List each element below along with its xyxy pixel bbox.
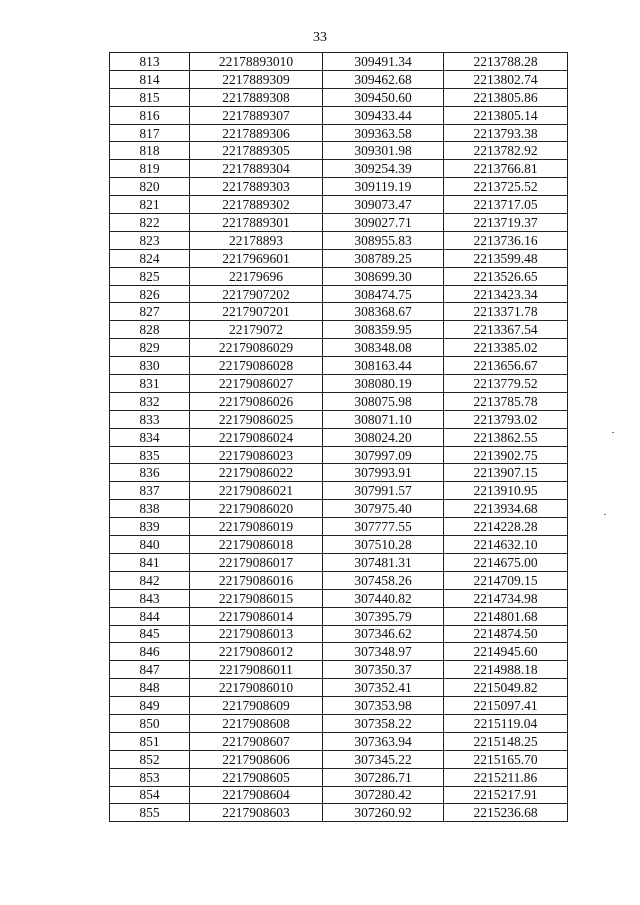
x-coordinate-cell: 308474.75 — [323, 285, 444, 303]
x-coordinate-cell: 308071.10 — [323, 410, 444, 428]
y-coordinate-cell: 2215148.25 — [444, 732, 568, 750]
table-row — [110, 518, 568, 536]
table-row — [110, 607, 568, 625]
table-row — [110, 249, 568, 267]
y-coordinate-cell: 2213793.38 — [444, 124, 568, 142]
point-code-cell: 22179086016 — [190, 571, 323, 589]
point-code-cell: 22179086024 — [190, 428, 323, 446]
point-number-cell: 820 — [110, 178, 190, 196]
table-row — [110, 804, 568, 822]
point-number-cell: 844 — [110, 607, 190, 625]
x-coordinate-cell: 307358.22 — [323, 714, 444, 732]
table-row — [110, 768, 568, 786]
point-code-cell: 2217889305 — [190, 142, 323, 160]
y-coordinate-cell: 2213385.02 — [444, 339, 568, 357]
y-coordinate-cell: 2213862.55 — [444, 428, 568, 446]
x-coordinate-cell: 307991.57 — [323, 482, 444, 500]
point-number-cell: 833 — [110, 410, 190, 428]
x-coordinate-cell: 307510.28 — [323, 536, 444, 554]
point-number-cell: 852 — [110, 750, 190, 768]
table-row — [110, 553, 568, 571]
point-number-cell: 815 — [110, 88, 190, 106]
table-row — [110, 464, 568, 482]
y-coordinate-cell: 2213934.68 — [444, 500, 568, 518]
point-code-cell: 2217889307 — [190, 106, 323, 124]
point-number-cell: 845 — [110, 625, 190, 643]
x-coordinate-cell: 308080.19 — [323, 375, 444, 393]
scan-speck — [612, 432, 614, 433]
x-coordinate-cell: 309433.44 — [323, 106, 444, 124]
point-number-cell: 839 — [110, 518, 190, 536]
table-row — [110, 339, 568, 357]
x-coordinate-cell: 307353.98 — [323, 697, 444, 715]
table-row — [110, 482, 568, 500]
table-row — [110, 196, 568, 214]
point-number-cell: 825 — [110, 267, 190, 285]
x-coordinate-cell: 307458.26 — [323, 571, 444, 589]
x-coordinate-cell: 307350.37 — [323, 661, 444, 679]
point-code-cell: 2217908603 — [190, 804, 323, 822]
scan-speck — [604, 514, 606, 515]
table-row — [110, 446, 568, 464]
y-coordinate-cell: 2213793.02 — [444, 410, 568, 428]
point-code-cell: 2217889306 — [190, 124, 323, 142]
y-coordinate-cell: 2214945.60 — [444, 643, 568, 661]
table-row — [110, 178, 568, 196]
x-coordinate-cell: 307993.91 — [323, 464, 444, 482]
y-coordinate-cell: 2213725.52 — [444, 178, 568, 196]
point-number-cell: 822 — [110, 214, 190, 232]
point-number-cell: 836 — [110, 464, 190, 482]
point-number-cell: 851 — [110, 732, 190, 750]
x-coordinate-cell: 307777.55 — [323, 518, 444, 536]
point-code-cell: 2217889308 — [190, 88, 323, 106]
x-coordinate-cell: 307395.79 — [323, 607, 444, 625]
x-coordinate-cell: 307346.62 — [323, 625, 444, 643]
point-number-cell: 840 — [110, 536, 190, 554]
point-code-cell: 2217908608 — [190, 714, 323, 732]
y-coordinate-cell: 2215211.86 — [444, 768, 568, 786]
y-coordinate-cell: 2215097.41 — [444, 697, 568, 715]
table-row — [110, 786, 568, 804]
x-coordinate-cell: 309491.34 — [323, 53, 444, 71]
x-coordinate-cell: 308955.83 — [323, 231, 444, 249]
point-code-cell: 22179086015 — [190, 589, 323, 607]
point-code-cell: 22179086027 — [190, 375, 323, 393]
point-code-cell: 2217889304 — [190, 160, 323, 178]
point-number-cell: 813 — [110, 53, 190, 71]
point-number-cell: 847 — [110, 661, 190, 679]
table-body — [110, 53, 568, 822]
x-coordinate-cell: 309450.60 — [323, 88, 444, 106]
y-coordinate-cell: 2213371.78 — [444, 303, 568, 321]
x-coordinate-cell: 308348.08 — [323, 339, 444, 357]
table-row — [110, 571, 568, 589]
table-row — [110, 375, 568, 393]
point-code-cell: 22179086019 — [190, 518, 323, 536]
table-row — [110, 267, 568, 285]
table-row — [110, 428, 568, 446]
point-code-cell: 22179086026 — [190, 392, 323, 410]
table-row — [110, 53, 568, 71]
table-row — [110, 357, 568, 375]
point-number-cell: 818 — [110, 142, 190, 160]
point-code-cell: 22179086017 — [190, 553, 323, 571]
x-coordinate-cell: 307481.31 — [323, 553, 444, 571]
point-number-cell: 819 — [110, 160, 190, 178]
x-coordinate-cell: 309119.19 — [323, 178, 444, 196]
point-number-cell: 814 — [110, 70, 190, 88]
y-coordinate-cell: 2213779.52 — [444, 375, 568, 393]
table-row — [110, 679, 568, 697]
x-coordinate-cell: 308789.25 — [323, 249, 444, 267]
table-row — [110, 142, 568, 160]
point-number-cell: 853 — [110, 768, 190, 786]
point-number-cell: 832 — [110, 392, 190, 410]
y-coordinate-cell: 2214228.28 — [444, 518, 568, 536]
point-code-cell: 22179086020 — [190, 500, 323, 518]
x-coordinate-cell: 308699.30 — [323, 267, 444, 285]
y-coordinate-cell: 2215049.82 — [444, 679, 568, 697]
point-number-cell: 849 — [110, 697, 190, 715]
y-coordinate-cell: 2214675.00 — [444, 553, 568, 571]
point-code-cell: 22179696 — [190, 267, 323, 285]
x-coordinate-cell: 309462.68 — [323, 70, 444, 88]
point-number-cell: 829 — [110, 339, 190, 357]
x-coordinate-cell: 309301.98 — [323, 142, 444, 160]
y-coordinate-cell: 2214801.68 — [444, 607, 568, 625]
x-coordinate-cell: 307348.97 — [323, 643, 444, 661]
point-number-cell: 824 — [110, 249, 190, 267]
point-number-cell: 816 — [110, 106, 190, 124]
y-coordinate-cell: 2214988.18 — [444, 661, 568, 679]
point-number-cell: 827 — [110, 303, 190, 321]
point-code-cell: 22179086022 — [190, 464, 323, 482]
x-coordinate-cell: 308359.95 — [323, 321, 444, 339]
x-coordinate-cell: 309073.47 — [323, 196, 444, 214]
point-code-cell: 22179086011 — [190, 661, 323, 679]
x-coordinate-cell: 308163.44 — [323, 357, 444, 375]
point-number-cell: 828 — [110, 321, 190, 339]
x-coordinate-cell: 309254.39 — [323, 160, 444, 178]
point-code-cell: 22179086029 — [190, 339, 323, 357]
point-number-cell: 850 — [110, 714, 190, 732]
point-code-cell: 22179086021 — [190, 482, 323, 500]
y-coordinate-cell: 2214874.50 — [444, 625, 568, 643]
point-code-cell: 22178893010 — [190, 53, 323, 71]
table-row — [110, 410, 568, 428]
x-coordinate-cell: 307352.41 — [323, 679, 444, 697]
table-row — [110, 589, 568, 607]
y-coordinate-cell: 2215217.91 — [444, 786, 568, 804]
point-code-cell: 2217907202 — [190, 285, 323, 303]
table-row — [110, 70, 568, 88]
x-coordinate-cell: 307363.94 — [323, 732, 444, 750]
x-coordinate-cell: 307440.82 — [323, 589, 444, 607]
table-row — [110, 697, 568, 715]
y-coordinate-cell: 2213785.78 — [444, 392, 568, 410]
point-number-cell: 842 — [110, 571, 190, 589]
y-coordinate-cell: 2213910.95 — [444, 482, 568, 500]
table-row — [110, 303, 568, 321]
table-row — [110, 124, 568, 142]
table-row — [110, 714, 568, 732]
point-code-cell: 22179086013 — [190, 625, 323, 643]
y-coordinate-cell: 2215236.68 — [444, 804, 568, 822]
point-number-cell: 838 — [110, 500, 190, 518]
table-row — [110, 321, 568, 339]
y-coordinate-cell: 2213782.92 — [444, 142, 568, 160]
point-number-cell: 855 — [110, 804, 190, 822]
y-coordinate-cell: 2214632.10 — [444, 536, 568, 554]
y-coordinate-cell: 2213805.14 — [444, 106, 568, 124]
table-row — [110, 661, 568, 679]
x-coordinate-cell: 308368.67 — [323, 303, 444, 321]
point-number-cell: 846 — [110, 643, 190, 661]
x-coordinate-cell: 307280.42 — [323, 786, 444, 804]
point-number-cell: 834 — [110, 428, 190, 446]
point-code-cell: 2217889309 — [190, 70, 323, 88]
y-coordinate-cell: 2213526.65 — [444, 267, 568, 285]
point-code-cell: 2217889303 — [190, 178, 323, 196]
table-row — [110, 231, 568, 249]
point-code-cell: 22179086028 — [190, 357, 323, 375]
table-row — [110, 214, 568, 232]
table-row — [110, 285, 568, 303]
y-coordinate-cell: 2213788.28 — [444, 53, 568, 71]
y-coordinate-cell: 2214734.98 — [444, 589, 568, 607]
table-row — [110, 88, 568, 106]
x-coordinate-cell: 308024.20 — [323, 428, 444, 446]
y-coordinate-cell: 2215119.04 — [444, 714, 568, 732]
point-code-cell: 2217908606 — [190, 750, 323, 768]
point-code-cell: 22179072 — [190, 321, 323, 339]
table-row — [110, 106, 568, 124]
point-code-cell: 22179086023 — [190, 446, 323, 464]
point-number-cell: 854 — [110, 786, 190, 804]
point-code-cell: 2217969601 — [190, 249, 323, 267]
point-code-cell: 2217908605 — [190, 768, 323, 786]
point-code-cell: 2217907201 — [190, 303, 323, 321]
point-number-cell: 817 — [110, 124, 190, 142]
x-coordinate-cell: 307345.22 — [323, 750, 444, 768]
table-row — [110, 750, 568, 768]
y-coordinate-cell: 2213656.67 — [444, 357, 568, 375]
y-coordinate-cell: 2213802.74 — [444, 70, 568, 88]
y-coordinate-cell: 2213367.54 — [444, 321, 568, 339]
y-coordinate-cell: 2213805.86 — [444, 88, 568, 106]
y-coordinate-cell: 2213902.75 — [444, 446, 568, 464]
y-coordinate-cell: 2213423.34 — [444, 285, 568, 303]
point-code-cell: 22179086012 — [190, 643, 323, 661]
x-coordinate-cell: 307997.09 — [323, 446, 444, 464]
point-number-cell: 830 — [110, 357, 190, 375]
point-code-cell: 2217908607 — [190, 732, 323, 750]
table-row — [110, 500, 568, 518]
x-coordinate-cell: 308075.98 — [323, 392, 444, 410]
y-coordinate-cell: 2213717.05 — [444, 196, 568, 214]
coordinates-table — [109, 52, 568, 822]
point-number-cell: 826 — [110, 285, 190, 303]
point-code-cell: 2217889302 — [190, 196, 323, 214]
y-coordinate-cell: 2215165.70 — [444, 750, 568, 768]
x-coordinate-cell: 307975.40 — [323, 500, 444, 518]
table-row — [110, 536, 568, 554]
point-code-cell: 22178893 — [190, 231, 323, 249]
point-number-cell: 835 — [110, 446, 190, 464]
point-number-cell: 843 — [110, 589, 190, 607]
point-code-cell: 22179086014 — [190, 607, 323, 625]
point-number-cell: 848 — [110, 679, 190, 697]
point-number-cell: 831 — [110, 375, 190, 393]
y-coordinate-cell: 2213736.16 — [444, 231, 568, 249]
y-coordinate-cell: 2214709.15 — [444, 571, 568, 589]
table-row — [110, 732, 568, 750]
x-coordinate-cell: 309363.58 — [323, 124, 444, 142]
page-number: 33 — [313, 30, 327, 45]
point-number-cell: 837 — [110, 482, 190, 500]
point-code-cell: 2217908609 — [190, 697, 323, 715]
point-number-cell: 841 — [110, 553, 190, 571]
x-coordinate-cell: 307260.92 — [323, 804, 444, 822]
table-row — [110, 160, 568, 178]
point-code-cell: 2217908604 — [190, 786, 323, 804]
y-coordinate-cell: 2213599.48 — [444, 249, 568, 267]
point-code-cell: 22179086018 — [190, 536, 323, 554]
table-row — [110, 392, 568, 410]
y-coordinate-cell: 2213719.37 — [444, 214, 568, 232]
point-number-cell: 823 — [110, 231, 190, 249]
point-code-cell: 22179086010 — [190, 679, 323, 697]
x-coordinate-cell: 307286.71 — [323, 768, 444, 786]
table-row — [110, 643, 568, 661]
table-row — [110, 625, 568, 643]
point-code-cell: 22179086025 — [190, 410, 323, 428]
y-coordinate-cell: 2213907.15 — [444, 464, 568, 482]
x-coordinate-cell: 309027.71 — [323, 214, 444, 232]
point-code-cell: 2217889301 — [190, 214, 323, 232]
point-number-cell: 821 — [110, 196, 190, 214]
y-coordinate-cell: 2213766.81 — [444, 160, 568, 178]
